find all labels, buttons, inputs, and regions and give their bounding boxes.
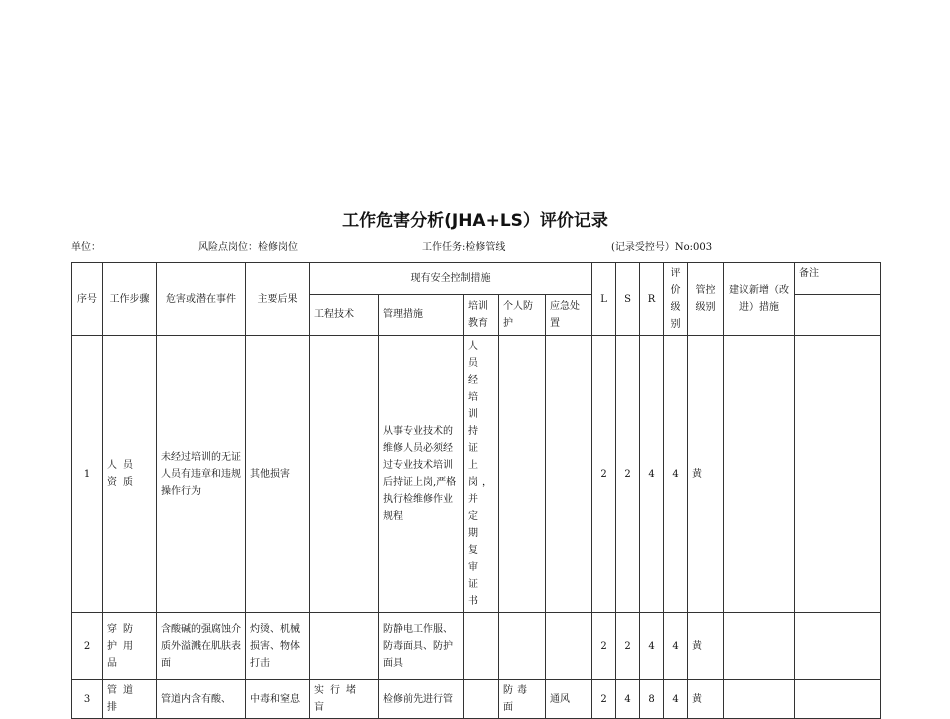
header-seq: 序号 bbox=[72, 263, 103, 336]
cell-remark bbox=[795, 336, 881, 613]
table-row bbox=[72, 613, 881, 680]
cell-engineering bbox=[310, 336, 379, 613]
cell-consequence: 中毒和窒息 bbox=[246, 680, 310, 719]
cell-consequence: 其他损害 bbox=[246, 336, 310, 613]
cell-level: 4 bbox=[664, 336, 688, 613]
cell-remark bbox=[795, 613, 881, 680]
cell-control-level: 黄 bbox=[688, 680, 724, 719]
cell-control-level: 黄 bbox=[688, 613, 724, 680]
header-step: 工作步骤 bbox=[103, 263, 157, 336]
table-row bbox=[72, 336, 881, 613]
header-ppe: 个人防护 bbox=[499, 294, 546, 335]
cell-ppe bbox=[499, 613, 546, 680]
cell-engineering: 实行堵盲 bbox=[310, 680, 379, 719]
header-suggest: 建议新增（改进）措施 bbox=[724, 263, 795, 336]
header-management: 管理措施 bbox=[379, 294, 464, 335]
table-row bbox=[72, 680, 881, 719]
cell-engineering bbox=[310, 613, 379, 680]
cell-ppe: 防毒面 bbox=[499, 680, 546, 719]
work-task-label: 工作任务:检修管线 bbox=[422, 242, 506, 253]
header-controls: 现有安全控制措施 bbox=[310, 263, 592, 295]
cell-consequence: 灼烫、机械损害、物体打击 bbox=[246, 613, 310, 680]
cell-remark bbox=[795, 680, 881, 719]
cell-l: 2 bbox=[592, 613, 616, 680]
header-row bbox=[72, 263, 881, 295]
cell-s: 4 bbox=[616, 680, 640, 719]
cell-s: 2 bbox=[616, 613, 640, 680]
cell-emergency bbox=[546, 613, 592, 680]
cell-ppe bbox=[499, 336, 546, 613]
cell-management: 检修前先进行管 bbox=[379, 680, 464, 719]
risk-position-label: 风险点岗位：检修岗位 bbox=[198, 242, 298, 253]
cell-r: 4 bbox=[640, 613, 664, 680]
cell-suggest bbox=[724, 613, 795, 680]
unit-label: 单位： bbox=[71, 242, 101, 253]
cell-training: 人员经培训持证上岗，并定期复审证书 bbox=[464, 336, 499, 613]
cell-s: 2 bbox=[616, 336, 640, 613]
cell-training bbox=[464, 680, 499, 719]
cell-seq: 2 bbox=[72, 613, 103, 680]
header-hazard: 危害或潜在事件 bbox=[157, 263, 246, 336]
cell-r: 4 bbox=[640, 336, 664, 613]
jha-evaluation-table bbox=[71, 262, 881, 719]
header-r: R bbox=[640, 263, 664, 336]
cell-control-level: 黄 bbox=[688, 336, 724, 613]
cell-level: 4 bbox=[664, 613, 688, 680]
header-l: L bbox=[592, 263, 616, 336]
cell-hazard: 管道内含有酸、 bbox=[157, 680, 246, 719]
cell-step: 管道排 bbox=[103, 680, 157, 719]
cell-suggest bbox=[724, 680, 795, 719]
header-remark: 备注 bbox=[795, 263, 881, 295]
header-control-level: 管控级别 bbox=[688, 263, 724, 336]
header-s: S bbox=[616, 263, 640, 336]
cell-management: 防静电工作服、防毒面具、防护面具 bbox=[379, 613, 464, 680]
header-training: 培训教育 bbox=[464, 294, 499, 335]
cell-management: 从事专业技术的维修人员必须经过专业技术培训后持证上岗,严格执行检维修作业规程 bbox=[379, 336, 464, 613]
cell-emergency: 通风 bbox=[546, 680, 592, 719]
header-remark-blank bbox=[795, 294, 881, 335]
page-title: 工作危害分析(JHA+LS）评价记录 bbox=[342, 211, 608, 231]
cell-training bbox=[464, 613, 499, 680]
cell-emergency bbox=[546, 336, 592, 613]
header-emergency: 应急处置 bbox=[546, 294, 592, 335]
header-level: 评价级别 bbox=[664, 263, 688, 336]
header-engineering: 工程技术 bbox=[310, 294, 379, 335]
cell-suggest bbox=[724, 336, 795, 613]
cell-seq: 1 bbox=[72, 336, 103, 613]
cell-step: 穿防护用品 bbox=[103, 613, 157, 680]
header-consequence: 主要后果 bbox=[246, 263, 310, 336]
cell-l: 2 bbox=[592, 336, 616, 613]
cell-hazard: 未经过培训的无证人员有违章和违规操作行为 bbox=[157, 336, 246, 613]
cell-l: 2 bbox=[592, 680, 616, 719]
cell-step: 人员资质 bbox=[103, 336, 157, 613]
record-number-label: (记录受控号）No:003 bbox=[611, 242, 713, 253]
cell-hazard: 含酸碱的强腐蚀介质外溢溅在肌肤表面 bbox=[157, 613, 246, 680]
cell-r: 8 bbox=[640, 680, 664, 719]
cell-level: 4 bbox=[664, 680, 688, 719]
cell-seq: 3 bbox=[72, 680, 103, 719]
